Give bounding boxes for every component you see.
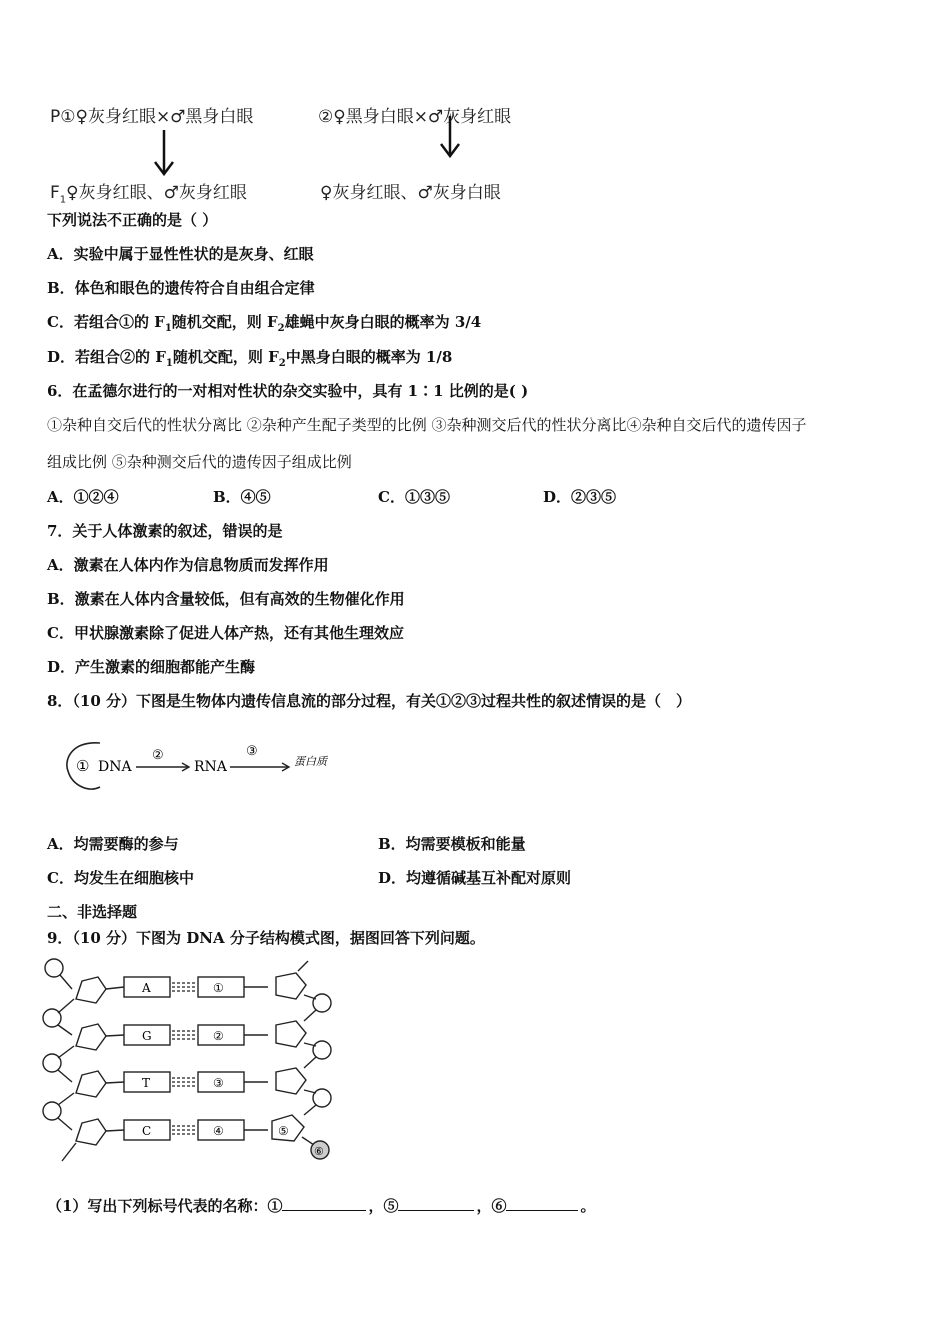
- arrow-down-icon: [436, 114, 466, 162]
- cross-parent-2: ②♀黑身白眼×♂灰身红眼: [318, 107, 512, 127]
- q5-option-b: B．体色和眼色的遗传符合自由组合定律: [47, 279, 315, 297]
- label-5: ⑤: [278, 1124, 289, 1138]
- q8-option-a: A．均需要酶的参与: [47, 835, 179, 853]
- phosphate-circle: [43, 1102, 61, 1120]
- q6-option-d: D．②③⑤: [543, 488, 617, 506]
- phosphate-circle: [313, 1041, 331, 1059]
- base-label-a: A: [142, 981, 151, 995]
- pair-label-1: ①: [213, 981, 224, 995]
- q7-option-a: A．激素在人体内作为信息物质而发挥作用: [47, 556, 329, 574]
- label-protein: 蛋白质: [294, 755, 327, 768]
- answer-blank-6[interactable]: [506, 1196, 578, 1211]
- deoxyribose-pentagon: [276, 1021, 306, 1047]
- q5-stem: 下列说法不正确的是（ ）: [47, 211, 218, 229]
- phosphate-circle: [43, 1054, 61, 1072]
- section-title: 二、非选择题: [47, 903, 138, 921]
- cross-f1-2: ♀灰身红眼、♂灰身白眼: [320, 183, 501, 203]
- q5-option-d: D．若组合②的 $F_1$随机交配，则 $F_2$中黑身白眼的概率为 1/8: [47, 348, 453, 369]
- q5-option-a: A．实验中属于显性性状的是灰身、红眼: [47, 245, 314, 263]
- q5-option-c: C．若组合①的 $F_1$随机交配，则 $F_2$雄蝇中灰身白眼的概率为 3/4: [47, 313, 482, 334]
- phosphate-circle: [43, 1009, 61, 1027]
- label-1: ①: [76, 757, 90, 775]
- deoxyribose-pentagon: [76, 1119, 106, 1145]
- q6-line-1: ①杂种自交后代的性状分离比 ②杂种产生配子类型的比例 ③杂种测交后代的性状分离比④杂种自交后代的遗传因子: [47, 416, 807, 434]
- deoxyribose-pentagon: [76, 1071, 106, 1097]
- label-dna: DNA: [98, 759, 132, 775]
- q7-option-b: B．激素在人体内含量较低，但有高效的生物催化作用: [47, 590, 405, 608]
- deoxyribose-pentagon: [276, 973, 306, 999]
- pair-label-3: ③: [213, 1076, 224, 1090]
- phosphate-circle: [313, 994, 331, 1012]
- answer-blank-1[interactable]: [282, 1196, 366, 1211]
- q8-option-b: B．均需要模板和能量: [378, 835, 526, 853]
- base-label-g: G: [142, 1029, 152, 1043]
- label-3: ③: [246, 744, 258, 759]
- q6-option-c: C．①③⑤: [378, 488, 450, 506]
- label-6: ⑥: [314, 1145, 324, 1158]
- q9-sub1: （1）写出下列标号代表的名称：① ，⑤ ，⑥ 。: [47, 1197, 596, 1215]
- base-label-t: T: [142, 1076, 151, 1090]
- label-2: ②: [152, 748, 164, 763]
- label-rna: RNA: [194, 759, 227, 775]
- answer-blank-5[interactable]: [398, 1196, 474, 1211]
- deoxyribose-pentagon: [76, 1024, 106, 1050]
- arrow-down-icon: [150, 128, 180, 180]
- q6-option-a: A．①②④: [47, 488, 119, 506]
- q8-option-c: C．均发生在细胞核中: [47, 869, 194, 887]
- q6-option-b: B．④⑤: [213, 488, 271, 506]
- phosphate-circle: [45, 959, 63, 977]
- q7-option-d: D．产生激素的细胞都能产生酶: [47, 658, 256, 676]
- q6-line-2: 组成比例 ⑤杂种测交后代的遗传因子组成比例: [47, 453, 352, 471]
- q7-stem: 7．关于人体激素的叙述，错误的是: [47, 522, 283, 540]
- cross-f1-1: $F_1♀$灰身红眼、♂灰身红眼: [50, 183, 247, 206]
- q9-stem: 9．（10 分）下图为 DNA 分子结构模式图，据图回答下列问题。: [47, 929, 485, 947]
- q8-stem: 8．（10 分）下图是生物体内遗传信息流的部分过程，有关①②③过程共性的叙述情误的是（ ）: [47, 692, 692, 710]
- pair-label-2: ②: [213, 1029, 224, 1043]
- cross-parent-1: P①♀灰身红眼×♂黑身白眼: [50, 107, 254, 127]
- gene-flow-diagram: [60, 735, 360, 805]
- q8-option-d: D．均遵循碱基互补配对原则: [378, 869, 572, 887]
- deoxyribose-pentagon: [276, 1068, 306, 1094]
- phosphate-circle: [313, 1089, 331, 1107]
- base-label-c: C: [142, 1124, 152, 1138]
- q7-option-c: C．甲状腺激素除了促进人体产热，还有其他生理效应: [47, 624, 404, 642]
- deoxyribose-pentagon: [76, 977, 106, 1003]
- dna-structure-diagram: [40, 955, 340, 1170]
- q6-stem: 6．在孟德尔进行的一对相对性状的杂交实验中，具有 1∶1 比例的是( ): [47, 382, 529, 400]
- pair-label-4: ④: [213, 1124, 224, 1138]
